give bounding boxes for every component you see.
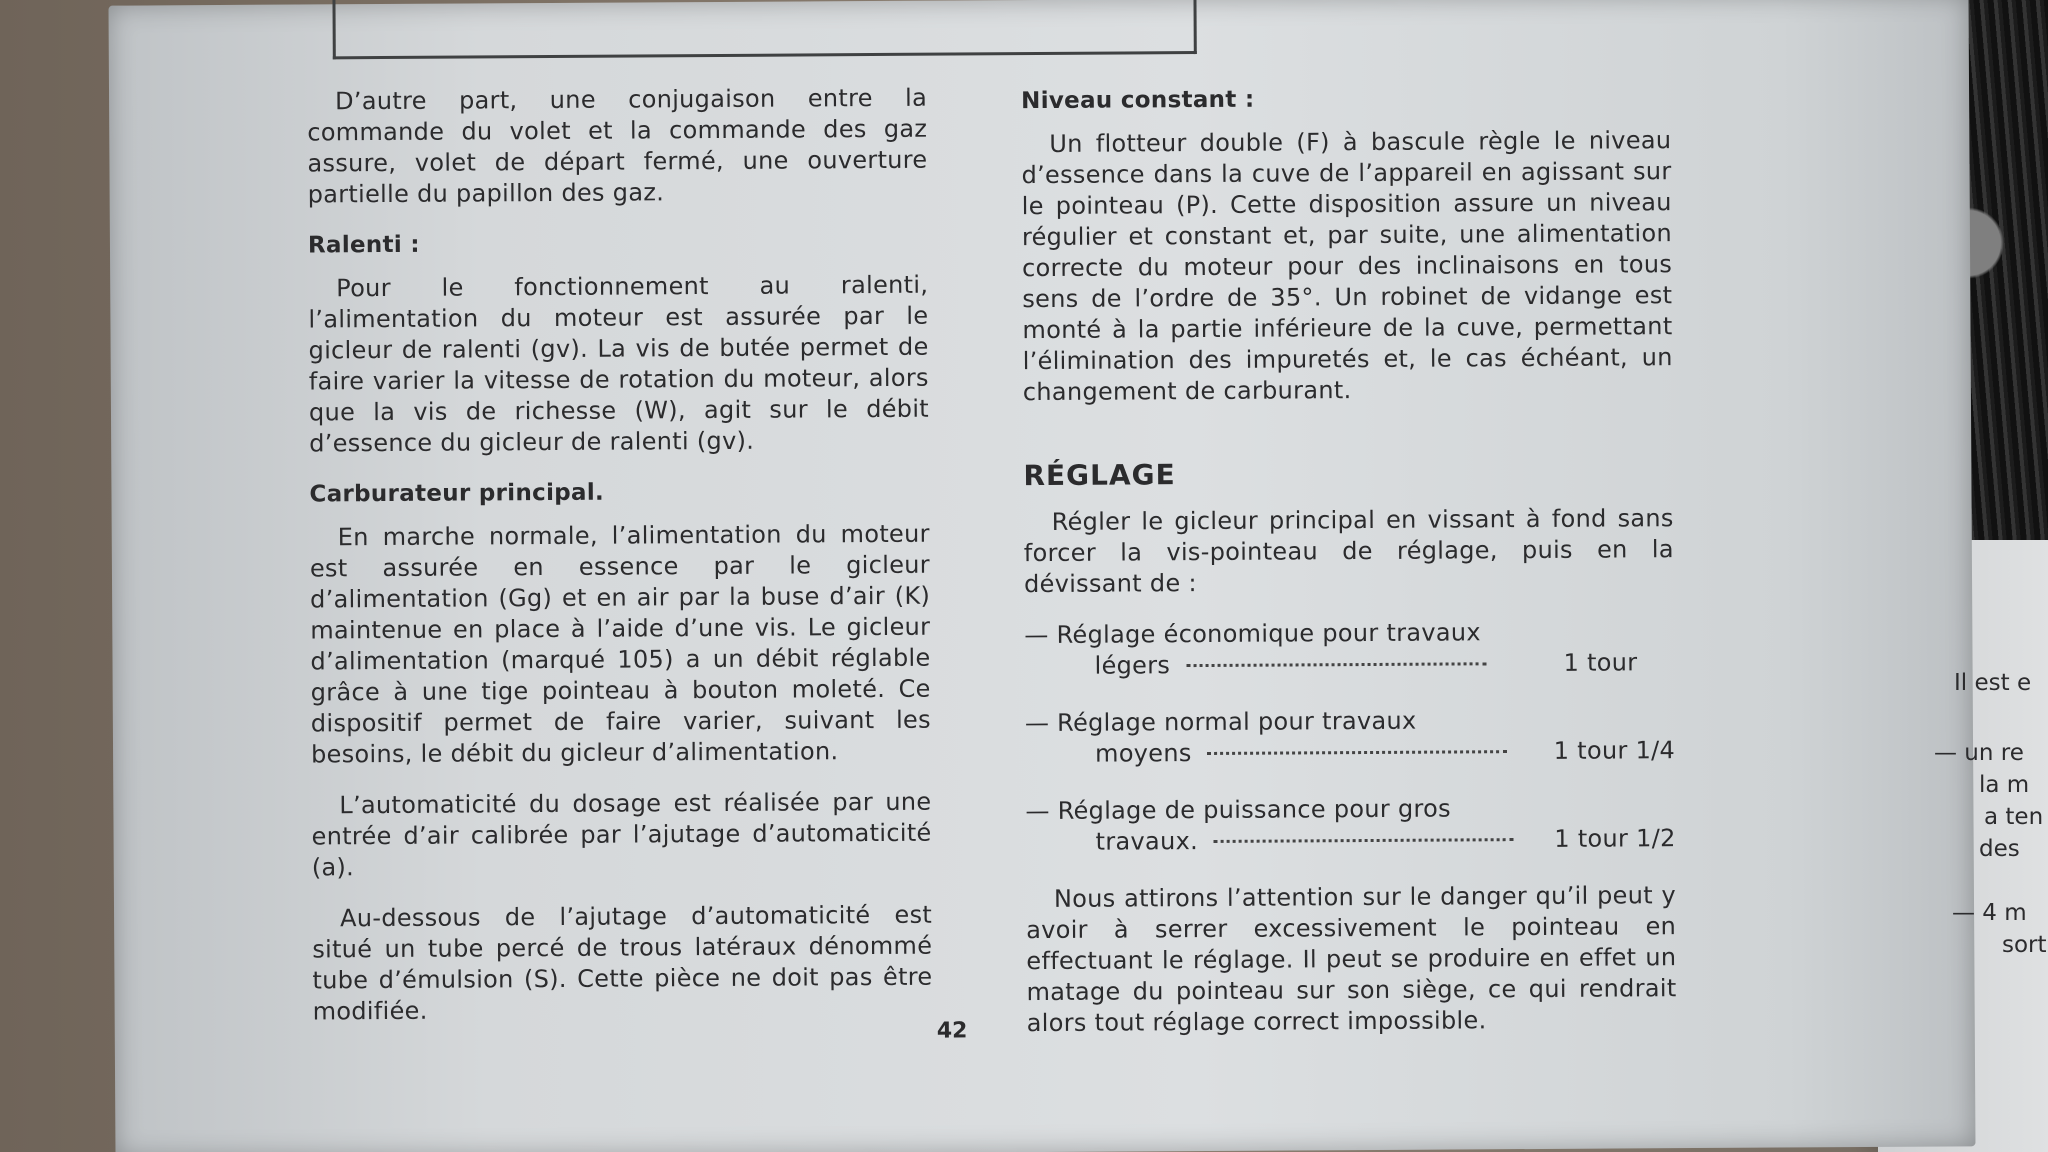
- adjacent-snippet-1: Il est e: [1954, 670, 2032, 696]
- dot-leader: [1214, 838, 1514, 843]
- page-number: 42: [936, 1018, 968, 1044]
- figure-frame: [332, 0, 1196, 59]
- reglage-heading: RÉGLAGE: [1023, 458, 1176, 493]
- carburateur-paragraph-3: Au-dessous de l’ajutage d’automaticité est situé un tube percé de trous latéraux dénommé tube d’émulsion (S). Cette pièce ne doit pas être modifiée.: [312, 900, 933, 1026]
- intro-paragraph: D’autre part, une conjugaison entre la commande du volet et la commande des gaz assure, volet de départ fermé, une ouverture partielle du papillon des gaz.: [307, 83, 928, 209]
- adjacent-snippet-6: — 4 m: [1952, 900, 2027, 926]
- adjustment-subline-1: légers: [1094, 651, 1171, 680]
- adjacent-snippet-3: la m: [1979, 772, 2030, 798]
- adjustment-value-2: 1 tour 1/4: [1553, 736, 1676, 765]
- niveau-paragraph: Un flotteur double (F) à bascule règle le niveau d’essence dans la cuve de l’appareil en agissant sur le pointeau (P). Cette disposition assure un niveau régulier et constant et, par suite, une alimentation correcte du moteur pour des inclinaisons en tous sens de l’ordre de 35°. Un robinet de vidange est monté à la partie inférieure de la cuve, permettant l’élimination des impuretés et, le cas échéant, un changement de carburant.: [1021, 126, 1673, 407]
- adjustment-subline-3: travaux.: [1095, 827, 1199, 856]
- adjacent-snippet-4: a ten: [1984, 804, 2044, 830]
- adjacent-snippet-5: des: [1979, 836, 2020, 862]
- adjustment-list: [1024, 616, 1675, 858]
- adjustment-item-economique: [1024, 616, 1674, 682]
- carburateur-section: [309, 476, 932, 1028]
- niveau-heading: Niveau constant :: [1021, 86, 1255, 115]
- page-sheet-wrapper: [108, 0, 1975, 1152]
- right-column: [1021, 68, 1677, 1059]
- ralenti-heading: Ralenti :: [307, 231, 420, 259]
- carburateur-paragraph-2: L’automaticité du dosage est réalisée par une entrée d’air calibrée par l’ajutage d’automaticité (a).: [311, 787, 932, 882]
- adjacent-snippet-7: sort: [2002, 932, 2047, 958]
- carburateur-paragraph-1: En marche normale, l’alimentation du moteur est assurée en essence par le gicleur d’alimentation (Gg) et en air par la buse d’air (K) maintenue en place à l’aide d’une vis. Le gicleur d’alimentation (marqué 105) a un débit réglable grâce à une tige pointeau à bouton moleté. Ce dispositif permet de faire varier, suivant les besoins, le débit du gicleur d’alimentation.: [309, 519, 931, 769]
- ralenti-paragraph: Pour le fonctionnement au ralenti, l’alimentation du moteur est assurée par le gicleur de ralenti (gv). La vis de butée permet de faire varier la vitesse de rotation du moteur, alors que la vis de richesse (W), agit sur le débit d’essence du gicleur de ralenti (gv).: [308, 270, 930, 458]
- dot-leader: [1208, 750, 1508, 755]
- left-column: [307, 83, 933, 1048]
- carburateur-heading: Carburateur principal.: [309, 479, 605, 508]
- reglage-paragraph: Régler le gicleur principal en vissant à fond sans forcer la vis-pointeau de réglage, puis en la dévissant de :: [1023, 504, 1674, 599]
- adjustment-value-1: 1 tour: [1563, 648, 1638, 677]
- adjustment-subline-2: moyens: [1095, 739, 1192, 768]
- adjustment-line-1: — Réglage économique pour travaux: [1024, 618, 1481, 650]
- dot-leader: [1186, 662, 1486, 667]
- adjustment-value-3: 1 tour 1/2: [1554, 824, 1676, 853]
- adjustment-line-2: — Réglage normal pour travaux: [1024, 706, 1417, 738]
- adjacent-snippet-2: — un re: [1934, 740, 2024, 766]
- warning-paragraph: Nous attirons l’attention sur le danger qu’il peut y avoir à serrer excessivement le pointeau en effectuant le réglage. Il peut se produire en effet un matage du pointeau sur son siège, ce qui rendrait alors tout réglage correct impossible.: [1026, 881, 1677, 1038]
- adjustment-line-3: — Réglage de puissance pour gros: [1025, 794, 1451, 826]
- adjustment-item-puissance: [1025, 792, 1675, 858]
- adjustment-item-normal: [1025, 704, 1675, 770]
- ralenti-section: [308, 227, 929, 460]
